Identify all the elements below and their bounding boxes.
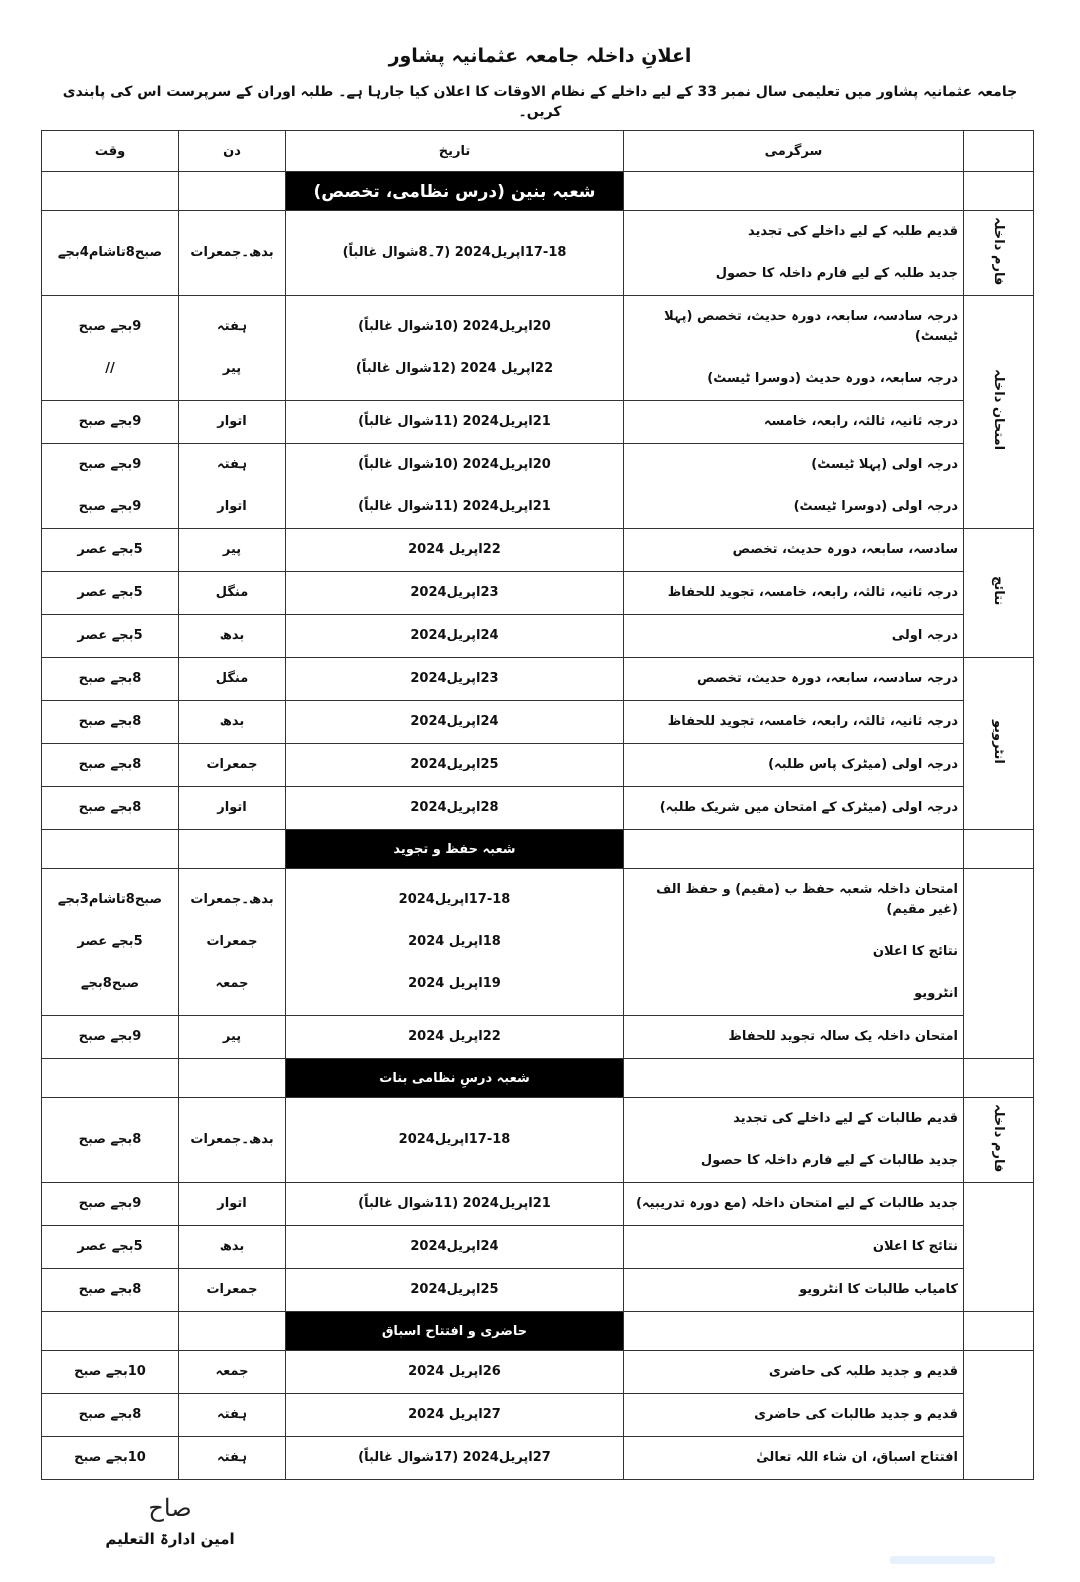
time-text: 9بجے صبح [78, 1029, 142, 1044]
day-cell [179, 1351, 286, 1394]
day-text: جمعرات [206, 757, 258, 772]
time-cell [42, 1351, 179, 1394]
table-row [42, 1437, 1034, 1480]
day-text: ہفتہ [217, 1450, 247, 1465]
date-cell [286, 1351, 624, 1394]
signature-block [100, 1492, 240, 1548]
group-label: نتائج [991, 576, 1006, 606]
day-cell [179, 1269, 286, 1312]
date-cell [286, 572, 624, 615]
day-cell [179, 1394, 286, 1437]
activity-cell-empty [624, 1312, 964, 1351]
day-cell [179, 444, 286, 529]
activity-text: درجہ سادسہ، سابعہ، دورہ حدیث، تخصص (پہلا ٹیسٹ) [664, 309, 958, 344]
section-banner-row [42, 830, 1034, 869]
time-text: 9بجے صبح [78, 457, 142, 472]
date-text: 23اپریل2024 [410, 671, 499, 686]
day-cell [179, 615, 286, 658]
activity-cell [624, 296, 964, 401]
time-text: 9بجے صبح [78, 319, 142, 334]
activity-text: جدید طالبات کے لیے فارم داخلہ کا حصول [700, 1153, 958, 1168]
day-text: جمعہ [215, 1364, 249, 1379]
activity-cell-empty [624, 172, 964, 211]
activity-text: درجہ سادسہ، سابعہ، دورہ حدیث، تخصص [697, 671, 958, 686]
time-text: 5بجے عصر [77, 628, 143, 643]
date-text: 21اپریل2024 (11شوال غالباً) [358, 414, 551, 429]
table-row [42, 869, 1034, 1016]
day-text: جمعرات [206, 934, 258, 949]
header-day: دن [179, 131, 286, 172]
time-cell [42, 615, 179, 658]
day-cell [179, 572, 286, 615]
time-cell [42, 1269, 179, 1312]
date-text: 27اپریل 2024 [408, 1407, 501, 1422]
day-text: اتوار [217, 414, 247, 429]
date-text: 24اپریل2024 [410, 628, 499, 643]
time-text: 9بجے صبح [78, 1196, 142, 1211]
time-text: // [105, 361, 115, 376]
group-label-cell [964, 658, 1034, 830]
table-row [42, 1016, 1034, 1059]
date-cell [286, 296, 624, 401]
day-text: اتوار [217, 499, 247, 514]
activity-text: امتحان داخلہ یک سالہ تجوید للحفاظ [728, 1029, 958, 1044]
table-row [42, 211, 1034, 296]
time-text: 8بجے صبح [78, 757, 142, 772]
activity-text: درجہ ثانیہ، ثالثہ، رابعہ، خامسہ، تجوید للحفاظ [667, 714, 958, 729]
section-banner: حاضری و افتتاح اسباق [286, 1312, 624, 1351]
header-group [964, 131, 1034, 172]
day-text: جمعہ [215, 976, 249, 991]
time-cell-empty [42, 1312, 179, 1351]
date-text: 21اپریل2024 (11شوال غالباً) [358, 1196, 551, 1211]
activity-cell [624, 1183, 964, 1226]
table-row [42, 296, 1034, 401]
activity-text: نتائج کا اعلان [872, 944, 958, 959]
time-cell [42, 401, 179, 444]
day-cell-empty [179, 830, 286, 869]
time-cell [42, 444, 179, 529]
activity-text: قدیم طالبات کے لیے داخلے کی تجدید [733, 1111, 958, 1126]
activity-cell [624, 1016, 964, 1059]
table-header-row [42, 131, 1034, 172]
day-cell [179, 1016, 286, 1059]
activity-text: سادسہ، سابعہ، دورہ حدیث، تخصص [732, 542, 958, 557]
date-text: 27اپریل2024 (17شوال غالباً) [358, 1450, 551, 1465]
time-cell-empty [42, 1059, 179, 1098]
day-text: جمعرات [206, 1282, 258, 1297]
header-time: وقت [42, 131, 179, 172]
activity-cell [624, 869, 964, 1016]
date-cell [286, 615, 624, 658]
date-text: 22اپریل 2024 [408, 542, 501, 557]
time-cell [42, 1394, 179, 1437]
date-cell [286, 1437, 624, 1480]
group-label-cell [964, 529, 1034, 658]
date-text: 17-18اپریل2024 (7۔8شوال غالباً) [342, 245, 567, 260]
time-cell [42, 572, 179, 615]
day-cell [179, 701, 286, 744]
day-text: ہفتہ [217, 319, 247, 334]
date-text: 26اپریل 2024 [408, 1364, 501, 1379]
activity-cell [624, 787, 964, 830]
table-row [42, 1351, 1034, 1394]
time-text: 8بجے صبح [78, 671, 142, 686]
group-label-cell [964, 869, 1034, 1059]
time-text: 10بجے صبح [74, 1450, 146, 1465]
time-cell [42, 787, 179, 830]
date-text: 20اپریل2024 (10شوال غالباً) [358, 457, 551, 472]
day-cell [179, 787, 286, 830]
section-banner-row [42, 1312, 1034, 1351]
group-label: امتحان داخلہ [991, 369, 1006, 451]
table-row [42, 572, 1034, 615]
date-cell [286, 869, 624, 1016]
time-text: صبح8بجے [80, 976, 140, 991]
day-text: منگل [215, 585, 249, 600]
date-cell [286, 401, 624, 444]
table-row [42, 529, 1034, 572]
time-cell [42, 296, 179, 401]
time-cell-empty [42, 172, 179, 211]
day-cell [179, 401, 286, 444]
table-row [42, 744, 1034, 787]
corner-decoration [890, 1556, 995, 1564]
date-text: 25اپریل2024 [410, 1282, 499, 1297]
activity-cell [624, 529, 964, 572]
signature-mark: صاح [148, 1494, 192, 1522]
time-cell [42, 1098, 179, 1183]
date-cell [286, 1226, 624, 1269]
activity-cell [624, 1269, 964, 1312]
activity-text: درجہ اولی (میٹرک کے امتحان میں شریک طلبہ) [659, 800, 958, 815]
activity-text: درجہ اولی [891, 628, 958, 643]
time-cell [42, 701, 179, 744]
time-cell [42, 1183, 179, 1226]
activity-text: درجہ ثانیہ، ثالثہ، رابعہ، خامسہ، تجوید للحفاظ [667, 585, 958, 600]
signature-title: امین ادارۃ التعلیم [105, 1530, 235, 1548]
day-cell [179, 211, 286, 296]
group-cell-empty [964, 1312, 1034, 1351]
table-row [42, 701, 1034, 744]
table-row [42, 401, 1034, 444]
header-activity: سرگرمی [624, 131, 964, 172]
time-text: 9بجے صبح [78, 499, 142, 514]
group-cell-empty [964, 1059, 1034, 1098]
date-text: 20اپریل2024 (10شوال غالباً) [358, 319, 551, 334]
section-banner-row [42, 1059, 1034, 1098]
activity-cell [624, 1098, 964, 1183]
time-cell [42, 211, 179, 296]
date-text: 24اپریل2024 [410, 714, 499, 729]
date-text: 28اپریل2024 [410, 800, 499, 815]
section-banner-row [42, 172, 1034, 211]
time-text: 8بجے صبح [78, 1407, 142, 1422]
activity-cell-empty [624, 830, 964, 869]
date-cell [286, 1269, 624, 1312]
date-cell [286, 658, 624, 701]
group-cell-empty [964, 172, 1034, 211]
table-row [42, 1226, 1034, 1269]
time-text: 8بجے صبح [78, 800, 142, 815]
day-cell-empty [179, 1059, 286, 1098]
day-cell [179, 1226, 286, 1269]
table-row [42, 444, 1034, 529]
group-label-cell [964, 1351, 1034, 1480]
group-label-cell [964, 296, 1034, 529]
activity-text: امتحان داخلہ شعبہ حفظ ب (مقیم) و حفظ الف (غیر مقیم) [656, 882, 958, 917]
day-cell [179, 658, 286, 701]
activity-text: افتتاح اسباق، ان شاء اللہ تعالیٰ [756, 1450, 958, 1465]
activity-text: درجہ سابعہ، دورہ حدیث (دوسرا ٹیسٹ) [707, 371, 958, 386]
activity-text: درجہ اولی (پہلا ٹیسٹ) [811, 457, 958, 472]
day-text: پیر [222, 1029, 242, 1044]
date-text: 25اپریل2024 [410, 757, 499, 772]
time-text: 5بجے عصر [77, 585, 143, 600]
day-text: بدھ [219, 628, 245, 643]
table-row [42, 1269, 1034, 1312]
group-label: انٹرویو [991, 719, 1006, 764]
document-title: اعلانِ داخلہ جامعہ عثمانیہ پشاور [388, 45, 692, 67]
time-text: 5بجے عصر [77, 542, 143, 557]
activity-cell [624, 401, 964, 444]
time-cell [42, 658, 179, 701]
day-cell [179, 529, 286, 572]
group-label-cell [964, 1183, 1034, 1312]
date-text: 21اپریل2024 (11شوال غالباً) [358, 499, 551, 514]
time-text: 5بجے عصر [77, 1239, 143, 1254]
time-cell [42, 1226, 179, 1269]
date-cell [286, 529, 624, 572]
day-cell [179, 744, 286, 787]
activity-cell [624, 1394, 964, 1437]
section-banner: شعبہ درسِ نظامی بنات [286, 1059, 624, 1098]
activity-cell [624, 1437, 964, 1480]
date-cell [286, 744, 624, 787]
day-cell-empty [179, 1312, 286, 1351]
activity-text: درجہ اولی (دوسرا ٹیسٹ) [793, 499, 958, 514]
activity-cell [624, 744, 964, 787]
day-cell [179, 296, 286, 401]
activity-text: کامیاب طالبات کا انٹرویو [799, 1282, 958, 1297]
group-label-cell [964, 211, 1034, 296]
time-text: 8بجے صبح [78, 1132, 142, 1147]
time-text: 8بجے صبح [78, 1282, 142, 1297]
day-text: اتوار [217, 800, 247, 815]
activity-cell [624, 1226, 964, 1269]
date-cell [286, 1098, 624, 1183]
date-text: 22اپریل 2024 [408, 1029, 501, 1044]
day-text: پیر [222, 542, 242, 557]
time-cell [42, 529, 179, 572]
activity-text: درجہ اولی (میٹرک پاس طلبہ) [768, 757, 958, 772]
date-cell [286, 1183, 624, 1226]
table-row [42, 1098, 1034, 1183]
day-cell [179, 1183, 286, 1226]
date-cell [286, 1394, 624, 1437]
day-text: اتوار [217, 1196, 247, 1211]
activity-text: قدیم طلبہ کے لیے داخلے کی تجدید [748, 224, 958, 239]
day-text: ہفتہ [217, 1407, 247, 1422]
date-cell [286, 787, 624, 830]
activity-cell [624, 572, 964, 615]
time-text: 8بجے صبح [78, 714, 142, 729]
day-text: بدھ۔جمعرات [190, 892, 274, 907]
date-text: 23اپریل2024 [410, 585, 499, 600]
time-cell [42, 1016, 179, 1059]
day-text: پیر [222, 361, 242, 376]
table-row [42, 787, 1034, 830]
time-cell-empty [42, 830, 179, 869]
schedule-table [41, 130, 1034, 1480]
activity-cell [624, 615, 964, 658]
document-intro: جامعہ عثمانیہ پشاور میں تعلیمی سال نمبر 33 کے لیے داخلے کے نظام الاوقات کا اعلان کیا جارہا ہے۔ طلبہ اوران کے سرپرست اس کی پابندی کریں۔ [62, 84, 1018, 120]
group-label-cell [964, 1098, 1034, 1183]
activity-text: درجہ ثانیہ، ثالثہ، رابعہ، خامسہ [763, 414, 958, 429]
activity-cell [624, 658, 964, 701]
date-cell [286, 1016, 624, 1059]
date-cell [286, 444, 624, 529]
activity-text: قدیم و جدید طلبہ کی حاضری [768, 1364, 958, 1379]
time-text: 9بجے صبح [78, 414, 142, 429]
header-date: تاریخ [286, 131, 624, 172]
group-label: فارم داخلہ [991, 216, 1006, 286]
date-text: 24اپریل2024 [410, 1239, 499, 1254]
day-text: منگل [215, 671, 249, 686]
time-text: صبح8تاشام4بجے [57, 245, 163, 260]
table-row [42, 1394, 1034, 1437]
day-cell [179, 869, 286, 1016]
date-text: 22اپریل 2024 (12شوال غالباً) [355, 361, 554, 376]
time-cell [42, 1437, 179, 1480]
activity-text: جدید طلبہ کے لیے فارم داخلہ کا حصول [715, 266, 958, 281]
section-banner: شعبہ بنین (درس نظامی، تخصص) [286, 172, 624, 211]
date-text: 17-18اپریل2024 [398, 892, 511, 907]
date-cell [286, 701, 624, 744]
time-text: 10بجے صبح [74, 1364, 146, 1379]
time-cell [42, 869, 179, 1016]
table-row [42, 615, 1034, 658]
day-cell [179, 1098, 286, 1183]
activity-text: انٹرویو [914, 986, 958, 1001]
table-row [42, 1183, 1034, 1226]
activity-text: جدید طالبات کے لیے امتحان داخلہ (مع دورہ تدریبیہ) [636, 1196, 958, 1211]
table-row [42, 658, 1034, 701]
schedule-body [42, 172, 1034, 1480]
activity-cell [624, 444, 964, 529]
time-text: 5بجے عصر [77, 934, 143, 949]
activity-cell-empty [624, 1059, 964, 1098]
date-cell [286, 211, 624, 296]
group-label: فارم داخلہ [991, 1103, 1006, 1173]
group-cell-empty [964, 830, 1034, 869]
section-banner: شعبہ حفظ و تجوید [286, 830, 624, 869]
time-cell [42, 744, 179, 787]
day-text: بدھ۔جمعرات [190, 1132, 274, 1147]
day-text: بدھ۔جمعرات [190, 245, 274, 260]
date-text: 17-18اپریل2024 [398, 1132, 511, 1147]
activity-cell [624, 701, 964, 744]
day-cell-empty [179, 172, 286, 211]
time-text: صبح8تاشام3بجے [57, 892, 163, 907]
date-text: 18اپریل 2024 [408, 934, 501, 949]
day-text: بدھ [219, 1239, 245, 1254]
activity-text: قدیم و جدید طالبات کی حاضری [754, 1407, 958, 1422]
day-text: ہفتہ [217, 457, 247, 472]
activity-text: نتائج کا اعلان [872, 1239, 958, 1254]
day-text: بدھ [219, 714, 245, 729]
day-cell [179, 1437, 286, 1480]
activity-cell [624, 211, 964, 296]
activity-cell [624, 1351, 964, 1394]
date-text: 19اپریل 2024 [408, 976, 501, 991]
